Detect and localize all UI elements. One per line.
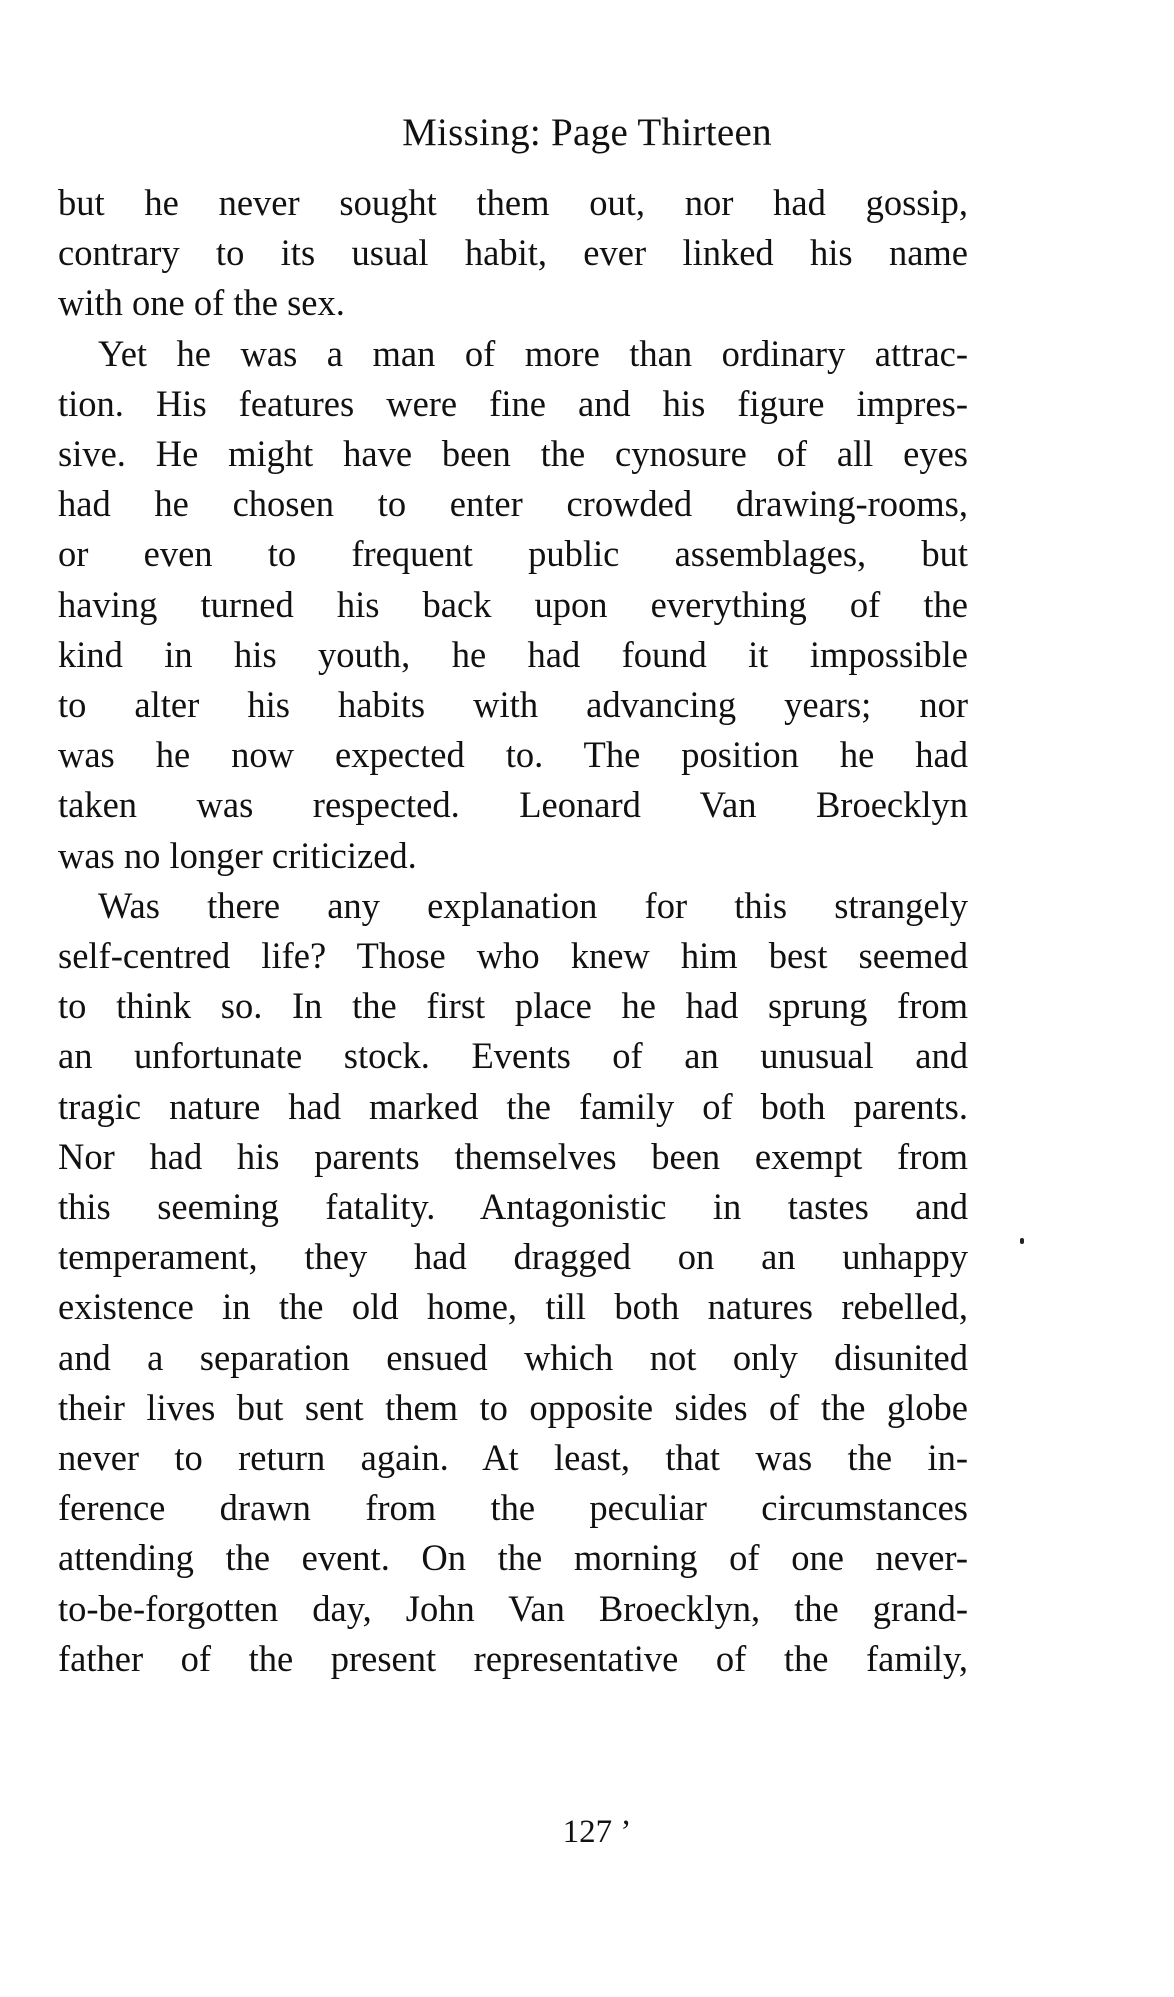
text-line: attending the event. On the morning of one never- [58, 1537, 968, 1579]
paragraph-1 [58, 178, 968, 329]
print-speck [1020, 1238, 1024, 1244]
text-line: but he never sought them out, nor had gossip, [58, 182, 968, 223]
paragraph-3 [58, 881, 968, 1684]
text-line: and a separation ensued which not only disunited [58, 1336, 968, 1378]
text-line: to alter his habits with advancing years; nor [58, 684, 968, 726]
text-line: never to return again. At least, that was the in- [58, 1437, 968, 1479]
text-line: taken was respected. Leonard Van Broecklyn [58, 784, 968, 826]
text-line: kind in his youth, he had found it impossible [58, 633, 968, 675]
text-line: was no longer criticized. [58, 834, 417, 876]
text-line: or even to frequent public assemblages, but [58, 533, 968, 575]
text-line: had he chosen to enter crowded drawing-rooms, [58, 483, 968, 525]
text-line: with one of the sex. [58, 282, 345, 324]
text-line: father of the present representative of the family, [58, 1637, 968, 1679]
text-line: Was there any explanation for this strangely [98, 884, 968, 926]
text-line: having turned his back upon everything of the [58, 583, 968, 625]
paragraph-2 [58, 329, 968, 881]
text-line: temperament, they had dragged on an unhappy [58, 1236, 968, 1278]
body-text [58, 178, 968, 1684]
text-line: their lives but sent them to opposite sides of the globe [58, 1386, 968, 1428]
running-head: Missing: Page Thirteen [402, 111, 772, 154]
text-line: an unfortunate stock. Events of an unusual and [58, 1035, 968, 1077]
text-line: this seeming fatality. Antagonistic in tastes and [58, 1186, 968, 1228]
text-line: Nor had his parents themselves been exempt from [58, 1135, 968, 1177]
text-line: tragic nature had marked the family of both parents. [58, 1085, 968, 1127]
text-line: existence in the old home, till both natures rebelled, [58, 1286, 968, 1328]
text-line: ference drawn from the peculiar circumstances [58, 1487, 968, 1529]
text-line: tion. His features were fine and his figure impres- [58, 382, 968, 424]
text-line: Yet he was a man of more than ordinary attrac- [98, 332, 968, 374]
text-line: was he now expected to. The position he had [58, 734, 968, 776]
text-line: to think so. In the first place he had sprung from [58, 985, 968, 1027]
text-line: to-be-forgotten day, John Van Broecklyn, the grand- [58, 1587, 968, 1629]
text-line: contrary to its usual habit, ever linked his name [58, 232, 968, 274]
text-line: self-centred life? Those who knew him best seemed [58, 935, 968, 977]
text-line: sive. He might have been the cynosure of all eyes [58, 433, 968, 475]
page-number: 127 ’ [562, 1814, 632, 1850]
